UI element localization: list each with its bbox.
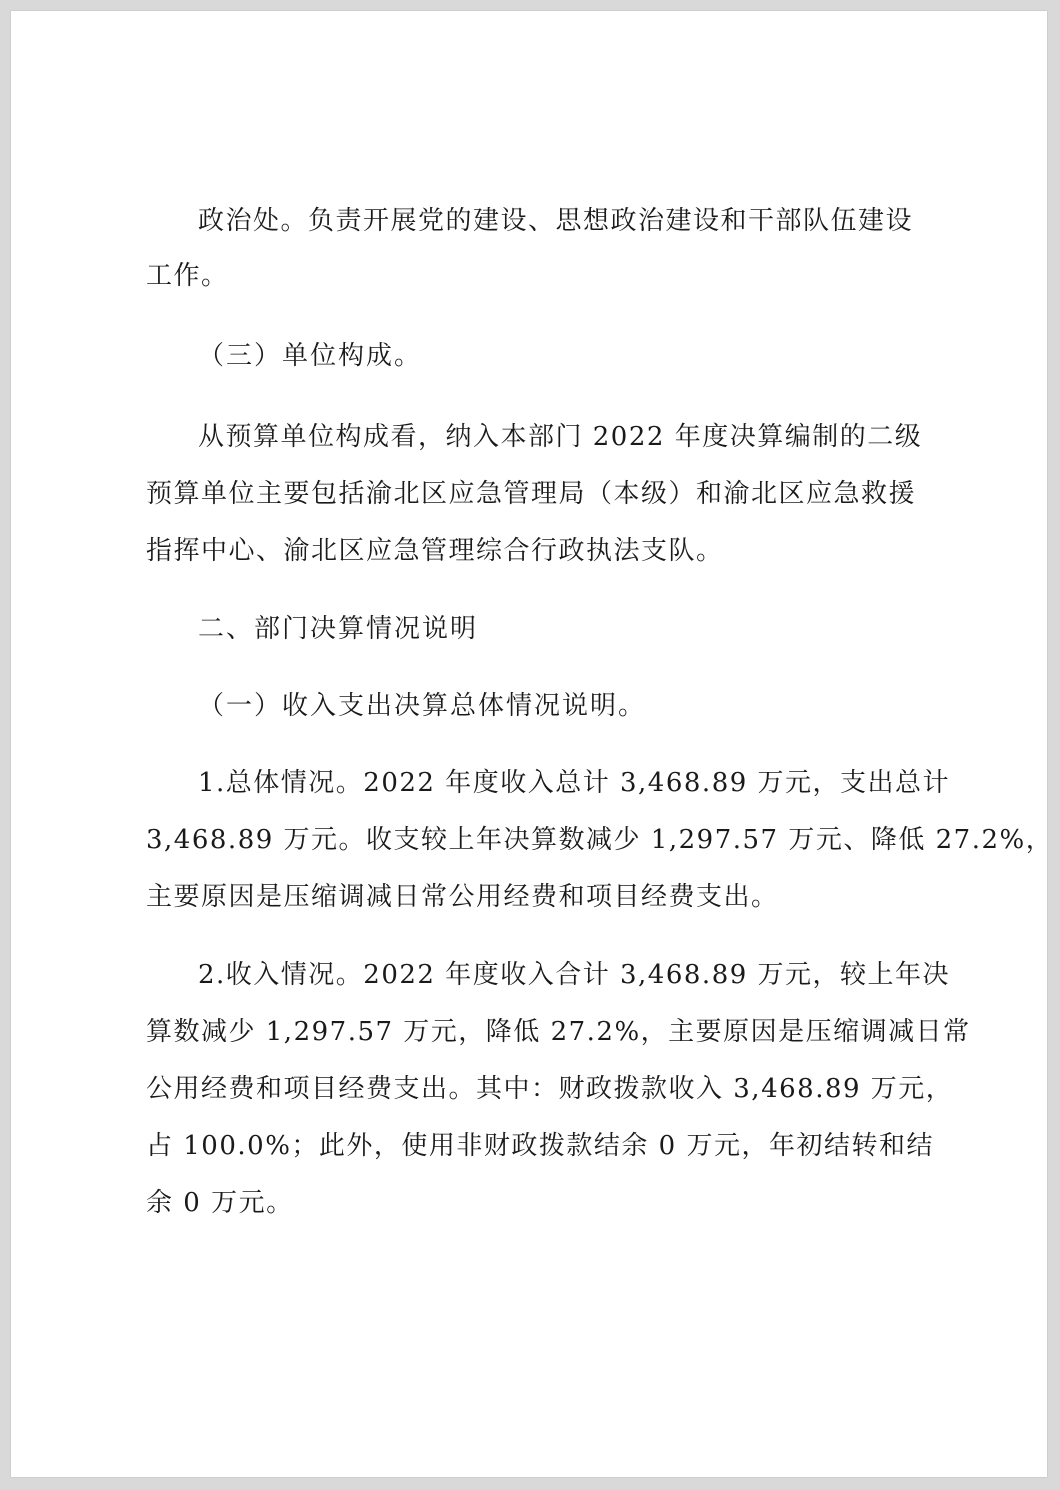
paragraph-line: 1.总体情况。2022 年度收入总计 3,468.89 万元，支出总计 [198, 768, 951, 798]
paragraph-line: 指挥中心、渝北区应急管理综合行政执法支队。 [146, 536, 724, 566]
paragraph-line: 3,468.89 万元。收支较上年决算数减少 1,297.57 万元、降低 27.2%， [146, 825, 1054, 855]
section-heading: （三）单位构成。 [198, 341, 423, 371]
paragraph-line: 2.收入情况。2022 年度收入合计 3,468.89 万元，较上年决 [198, 960, 951, 990]
paragraph-line: 算数减少 1,297.57 万元，降低 27.2%，主要原因是压缩调减日常 [146, 1017, 971, 1047]
section-heading: 二、部门决算情况说明 [198, 614, 479, 644]
paragraph-line: 政治处。负责开展党的建设、思想政治建设和干部队伍建设 [198, 206, 914, 236]
paragraph-line: 工作。 [146, 261, 229, 291]
section-heading: （一）收入支出决算总体情况说明。 [198, 691, 647, 721]
paragraph-line: 预算单位主要包括渝北区应急管理局（本级）和渝北区应急救援 [146, 479, 917, 509]
paragraph-line: 余 0 万元。 [146, 1188, 294, 1218]
document-page [11, 11, 1054, 1477]
paragraph-line: 主要原因是压缩调减日常公用经费和项目经费支出。 [146, 882, 779, 912]
paragraph-line: 从预算单位构成看，纳入本部门 2022 年度决算编制的二级 [198, 422, 923, 452]
paragraph-line: 公用经费和项目经费支出。其中：财政拨款收入 3,468.89 万元， [146, 1074, 954, 1104]
paragraph-line: 占 100.0%；此外，使用非财政拨款结余 0 万元，年初结转和结 [146, 1131, 934, 1161]
